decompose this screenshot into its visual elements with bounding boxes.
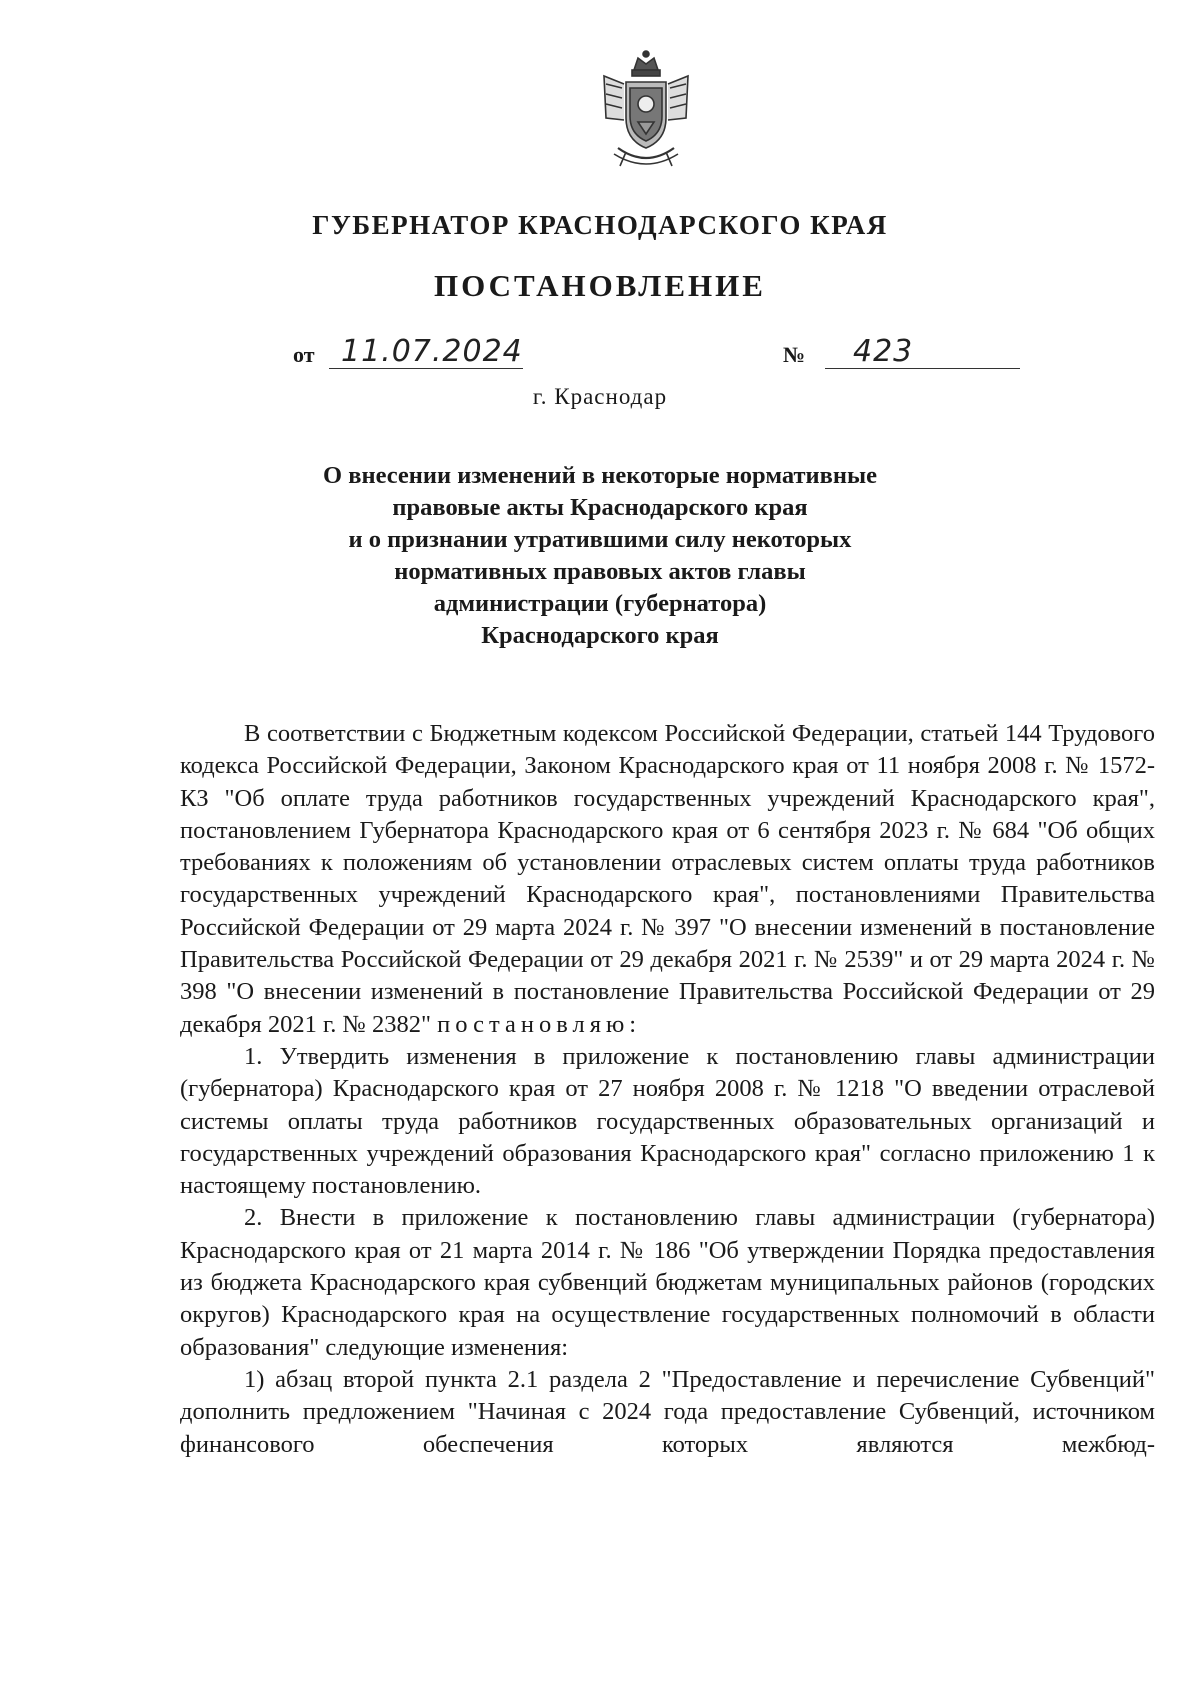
preamble-paragraph: [180, 718, 1155, 1041]
decree-word: постановляю:: [437, 1010, 642, 1038]
subject-line: правовые акты Краснодарского края: [392, 494, 808, 521]
city: г. Краснодар: [532, 384, 668, 409]
item-2-paragraph: 2. Внести в приложение к постановлению главы администрации (губернатора) Краснодарского края от 21 марта 2014 г. № 186 "Об утверждении Порядка предоставления из бюджета Краснодарского края субвенций бюджетам муниципальных районов (городских округов) Краснодарского края на осуществление государственных полномочий в области образования" следующие изменения:: [180, 1204, 1155, 1361]
document-subject: [0, 460, 1200, 652]
document-type: ПОСТАНОВЛЕНИЕ: [434, 268, 766, 303]
subject-line: Краснодарского края: [481, 622, 719, 649]
number-prefix: №: [783, 342, 806, 367]
date-number-line: [293, 334, 1023, 374]
subject-line: нормативных правовых актов главы: [394, 558, 806, 585]
preamble-text: В соответствии с Бюджетным кодексом Российской Федерации, статьей 144 Трудового кодекса Российской Федерации, Законом Краснодарского края от 11 ноября 2008 г. № 1572-КЗ "Об оплате труда работников государственных учреждений Краснодарского края", постановлением Губернатора Краснодарского края от 6 сентября 2023 г. № 684 "Об общих требованиях к положениям об установлении отраслевых систем оплаты труда работников государственных учреждений Краснодарского края", постановлениями Правительства Российской Федерации от 29 марта 2024 г. № 397 "О внесении изменений в постановление Правительства Российской Федерации от 29 декабря 2021 г. № 2539" и от 29 марта 2024 г. № 398 "О внесении изменений в постановление Правительства Российской Федерации от 29 декабря 2021 г. № 2382": [180, 720, 1155, 1038]
document-body: [180, 718, 1155, 1461]
document-date: 11.07.2024: [341, 334, 523, 369]
document-number: 423: [853, 334, 914, 369]
subject-line: О внесении изменений в некоторые нормативные: [323, 462, 877, 489]
coat-of-arms-icon: [596, 48, 696, 174]
item-1-paragraph: 1. Утвердить изменения в приложение к постановлению главы администрации (губернатора) Краснодарского края от 27 ноября 2008 г. № 1218 "О введении отраслевой системы оплаты труда работников государственных образовательных организаций и государственных учреждений образования Краснодарского края" согласно приложению 1 к настоящему постановлению.: [180, 1042, 1155, 1200]
issuing-authority: ГУБЕРНАТОР КРАСНОДАРСКОГО КРАЯ: [312, 210, 888, 240]
item-2-1-paragraph: 1) абзац второй пункта 2.1 раздела 2 "Предоставление и перечисление Субвенций" дополнить предложением "Начиная с 2024 года предоставление Субвенций, источником финансового обеспечения которых являются межбюд-: [180, 1365, 1155, 1458]
subject-line: администрации (губернатора): [433, 590, 767, 617]
subject-line: и о признании утратившими силу некоторых: [348, 526, 852, 553]
date-prefix: от: [293, 342, 315, 367]
